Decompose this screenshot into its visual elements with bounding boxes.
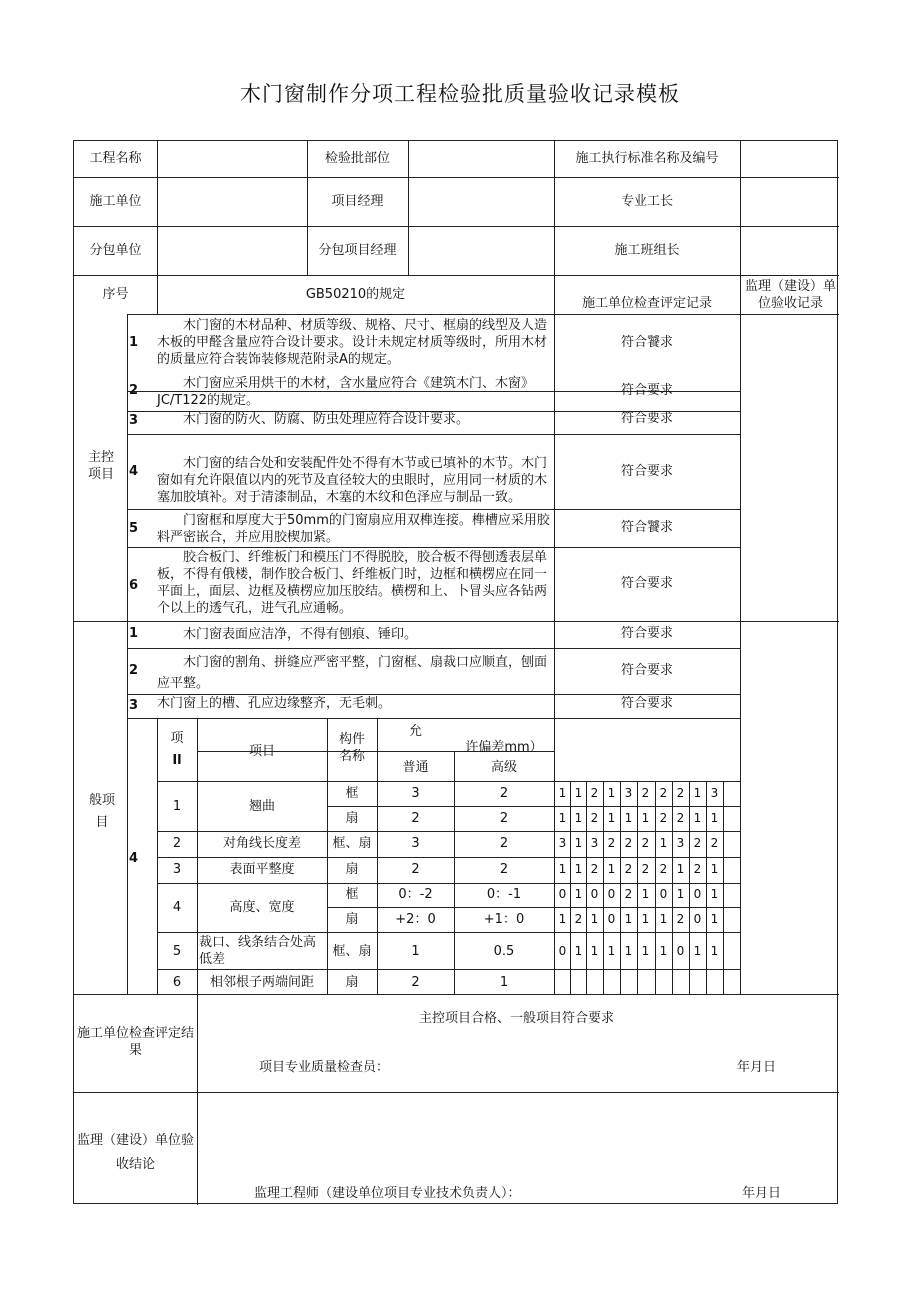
measurement-cell: 1 — [558, 811, 567, 825]
tolerance-high: 0：-1 — [486, 887, 522, 902]
measurement-cell: 2 — [641, 836, 650, 850]
tolerance-part: 框 — [345, 887, 359, 902]
main-item-result: 符合饕求 — [620, 335, 673, 350]
measurement-cell: 0 — [558, 887, 567, 901]
main-item-text: 胶合板门、纤维板门和模压门不得脱胶，胶合板不得刨透表层单板，不得有俄楼，制作胶合板门、纤维板门时，边框和横楞应在同一平面上，面层、边框及横楞应加压胶结。横楞和上、卜冒头应各钻两个以上的透气孔，进气孔应通畅。 — [157, 550, 548, 616]
measurement-cell: 1 — [574, 944, 583, 958]
tolerance-item: 高度、宽度 — [229, 900, 295, 915]
main-item-text: 木门窗的结合处和安装配件处不得有木节或已填补的木节。木门窗如有允许限值以内的死节及直径较大的虫眼时，应用同一材质的木塞加胶填补。对于清漆制品，木塞的木纹和色泽应与制品一致。 — [157, 456, 548, 505]
measurement-cell: 2 — [659, 862, 668, 876]
main-item-num: 1 — [129, 335, 139, 350]
measurement-cell: 2 — [693, 836, 702, 850]
general-item-result: 符合要求 — [620, 626, 673, 641]
tolerance-head-item: 项目 — [248, 744, 275, 759]
tolerance-high: 2 — [499, 811, 509, 826]
measurement-cell: 1 — [641, 811, 650, 825]
tolerance-part: 扇 — [345, 862, 359, 877]
main-item-text: 木门窗应采用烘干的木材，含水量应符合《建筑木门、木窗》JC/T122的规定。 — [157, 376, 535, 408]
measurement-cell: 1 — [607, 862, 616, 876]
measurement-cell: 1 — [574, 836, 583, 850]
measurement-cell: 1 — [590, 944, 599, 958]
measurement-cell: 1 — [693, 786, 702, 800]
measurement-cell: 1 — [624, 811, 633, 825]
tolerance-high: +1：0 — [483, 912, 525, 927]
main-item-num: 3 — [129, 413, 139, 428]
measurement-cell: 1 — [558, 786, 567, 800]
general-item-num: 2 — [129, 663, 139, 678]
measurement-cell: 2 — [659, 811, 668, 825]
measurement-cell: 3 — [558, 836, 567, 850]
measurement-cell: 1 — [641, 912, 650, 926]
measurement-cell: 3 — [710, 786, 719, 800]
measurement-cell: 2 — [590, 786, 599, 800]
main-item-result: 符合要求 — [620, 576, 673, 591]
measurement-cell: 3 — [624, 786, 633, 800]
measurement-cell: 1 — [607, 944, 616, 958]
measurement-cell: 1 — [710, 862, 719, 876]
measurement-cell: 2 — [641, 862, 650, 876]
tolerance-head-normal: 普通 — [402, 760, 429, 775]
tolerance-normal: 2 — [411, 862, 420, 877]
tolerance-item: 翘曲 — [248, 799, 275, 814]
measurement-cell: 0 — [676, 944, 685, 958]
measurement-cell: 1 — [624, 912, 633, 926]
measurement-cell: 1 — [693, 944, 702, 958]
tolerance-part: 框、扇 — [332, 836, 372, 851]
general-item-text: 木门窗的割角、拼缝应严密平整，门窗框、扇裁口应顺直，刨面应平整。 — [157, 655, 548, 691]
main-item-result: 符合要求 — [620, 464, 673, 479]
seq-label: 序号 — [102, 287, 129, 302]
measurement-cell: 1 — [676, 887, 685, 901]
tolerance-item: 裁口、线条结合处高低差 — [199, 935, 317, 967]
measurement-cell: 1 — [624, 944, 633, 958]
general-label-b: 目 — [95, 815, 109, 830]
measurement-cell: 0 — [659, 887, 668, 901]
main-item-num: 6 — [129, 578, 139, 593]
main-item-result: 符合要求 — [620, 383, 673, 398]
measurement-cell: 1 — [607, 786, 616, 800]
measurement-cell: 2 — [710, 836, 719, 850]
main-item-num: 2 — [129, 383, 139, 398]
construction-unit-label: 施工单位 — [89, 194, 142, 209]
measurement-cell: 2 — [590, 862, 599, 876]
tolerance-head-allow-b: 许偏差mm） — [465, 740, 543, 755]
tolerance-high: 0.5 — [493, 944, 515, 959]
tolerance-item: 对角线长度差 — [222, 836, 301, 851]
main-item-text: 木门窗的防火、防腐、防虫处理应符合设计要求。 — [183, 412, 470, 427]
measurement-cell: 0 — [590, 887, 599, 901]
measurement-cell: 0 — [607, 887, 616, 901]
main-item-num: 5 — [129, 521, 139, 536]
general-item-num: 1 — [129, 626, 139, 641]
measurement-cell: 2 — [693, 862, 702, 876]
main-item-result: 符合饕求 — [620, 520, 673, 535]
measurement-cell: 1 — [659, 944, 668, 958]
tolerance-high: 2 — [499, 862, 509, 877]
measurement-cell: 0 — [693, 887, 702, 901]
measurement-cell: 2 — [676, 811, 685, 825]
tolerance-seq: 4 — [172, 900, 182, 915]
measurement-cell: 1 — [641, 887, 650, 901]
tolerance-seq: 2 — [172, 836, 182, 851]
measurement-cell: 2 — [607, 836, 616, 850]
measurement-cell: 1 — [676, 862, 685, 876]
project-name-label: 工程名称 — [89, 151, 142, 166]
measurement-cell: 1 — [659, 836, 668, 850]
measurement-cell: 1 — [558, 912, 567, 926]
tolerance-seq: 3 — [172, 862, 182, 877]
standard-label: 施工执行标准名称及编号 — [575, 151, 719, 166]
engineer-label: 监理工程师（建设单位项目专业技术负责人）： — [254, 1186, 521, 1201]
supervision-conclusion-label: 监理（建设）单位验收结论 — [76, 1133, 194, 1172]
tolerance-part: 扇 — [345, 912, 359, 927]
spec-label: GB50210的规定 — [305, 287, 406, 302]
foreman-label: 专业工长 — [620, 194, 673, 209]
main-item-num: 4 — [129, 464, 139, 479]
eval-date-label: 年月日 — [737, 1060, 777, 1075]
measurement-cell: 2 — [624, 862, 633, 876]
tolerance-normal: 2 — [411, 975, 420, 990]
sub-manager-label: 分包项目经理 — [318, 243, 397, 258]
tolerance-normal: 1 — [411, 944, 420, 959]
tolerance-part: 扇 — [345, 975, 359, 990]
measurement-cell: 1 — [558, 862, 567, 876]
measurement-cell: 0 — [693, 912, 702, 926]
general-item-result: 符合要求 — [620, 696, 673, 711]
tolerance-part: 框 — [345, 786, 359, 801]
measurement-cell: 1 — [710, 912, 719, 926]
measurement-cell: 1 — [574, 862, 583, 876]
measurement-cell: 2 — [676, 786, 685, 800]
measurement-cell: 1 — [574, 786, 583, 800]
main-item-text: 木门窗的木材品种、材质等级、规格、尺寸、框扇的线型及人造木板的甲醛含量应符合设计要求。设计未规定材质等级时，所用木材的质量应符合装饰装修规范附录A的规定。 — [157, 318, 548, 367]
general-item-text: 木门窗表面应洁净，不得有刨痕、锤印。 — [183, 627, 418, 642]
measurement-cell: 2 — [676, 912, 685, 926]
measurement-cell: 1 — [710, 887, 719, 901]
measurement-cell: 0 — [607, 912, 616, 926]
measurement-cell: 1 — [607, 811, 616, 825]
main-item-text: 门窗框和厚度大于50mm的门窗扇应用双榫连接。榫槽应采用胶料严密嵌合，并应用胶楔加紧。 — [157, 513, 550, 545]
tolerance-item-num: 4 — [129, 851, 139, 866]
tolerance-seq: 6 — [172, 975, 182, 990]
tolerance-normal: 3 — [411, 836, 420, 851]
tolerance-head-seq-b: Il — [172, 753, 182, 768]
tolerance-part: 扇 — [345, 811, 359, 826]
measurement-cell: 1 — [590, 912, 599, 926]
inspection-part-label: 检验批部位 — [324, 151, 390, 166]
project-manager-label: 项目经理 — [331, 194, 384, 209]
measurement-cell: 3 — [590, 836, 599, 850]
tolerance-normal: 2 — [411, 811, 420, 826]
tolerance-head-part: 构件名称 — [338, 732, 365, 764]
general-label-a: 般项 — [88, 793, 115, 808]
tolerance-normal: 0：-2 — [398, 887, 433, 902]
eval-label: 施工单位检查评定记录 — [581, 296, 712, 311]
tolerance-head-seq: 项 — [170, 731, 184, 746]
tolerance-item: 表面平整度 — [229, 862, 295, 877]
measurement-cell: 1 — [710, 811, 719, 825]
construction-eval-text: 主控项目合格、一般项目符合要求 — [419, 1011, 615, 1026]
measurement-cell: 2 — [624, 836, 633, 850]
subcontractor-label: 分包单位 — [89, 243, 142, 258]
tolerance-item: 相邻根子两端间距 — [209, 975, 314, 990]
page-title: 木门窗制作分项工程检验批质量验收记录模板 — [240, 82, 680, 106]
tolerance-high: 2 — [499, 786, 509, 801]
tolerance-seq: 5 — [172, 944, 182, 959]
tolerance-normal: 3 — [411, 786, 420, 801]
measurement-cell: 1 — [710, 944, 719, 958]
measurement-cell: 1 — [574, 811, 583, 825]
measurement-cell: 1 — [574, 887, 583, 901]
supervision-date-label: 年月日 — [742, 1186, 782, 1201]
tolerance-part: 框、扇 — [332, 944, 372, 959]
general-item-text: 木门窗上的槽、孔应边缘整齐，无毛刺。 — [157, 696, 392, 711]
general-item-num: 3 — [129, 698, 139, 713]
general-item-result: 符合要求 — [620, 663, 673, 678]
tolerance-head-high: 高级 — [490, 760, 517, 775]
measurement-cell: 3 — [676, 836, 685, 850]
main-item-result: 符合要求 — [620, 411, 673, 426]
measurement-cell: 2 — [641, 786, 650, 800]
measurement-cell: 2 — [590, 811, 599, 825]
tolerance-normal: +2：0 — [395, 912, 436, 927]
tolerance-high: 2 — [499, 836, 509, 851]
tolerance-seq: 1 — [172, 799, 182, 814]
measurement-cell: 2 — [574, 912, 583, 926]
construction-eval-label: 施工单位检查评定结果 — [76, 1026, 194, 1058]
inspection-record-table — [73, 140, 838, 1204]
measurement-cell: 2 — [659, 786, 668, 800]
measurement-cell: 1 — [693, 811, 702, 825]
measurement-cell: 2 — [624, 887, 633, 901]
supervision-label: 监理（建设）单位验收记录 — [744, 279, 836, 311]
tolerance-high: 1 — [499, 975, 509, 990]
main-control-label: 主控项目 — [88, 450, 115, 482]
team-leader-label: 施工班组长 — [614, 243, 680, 258]
inspector-label: 项目专业质量检查员： — [259, 1060, 390, 1075]
measurement-cell: 1 — [659, 912, 668, 926]
measurement-cell: 1 — [641, 944, 650, 958]
tolerance-head-allow-a: 允 — [408, 724, 422, 739]
measurement-cell: 0 — [558, 944, 567, 958]
